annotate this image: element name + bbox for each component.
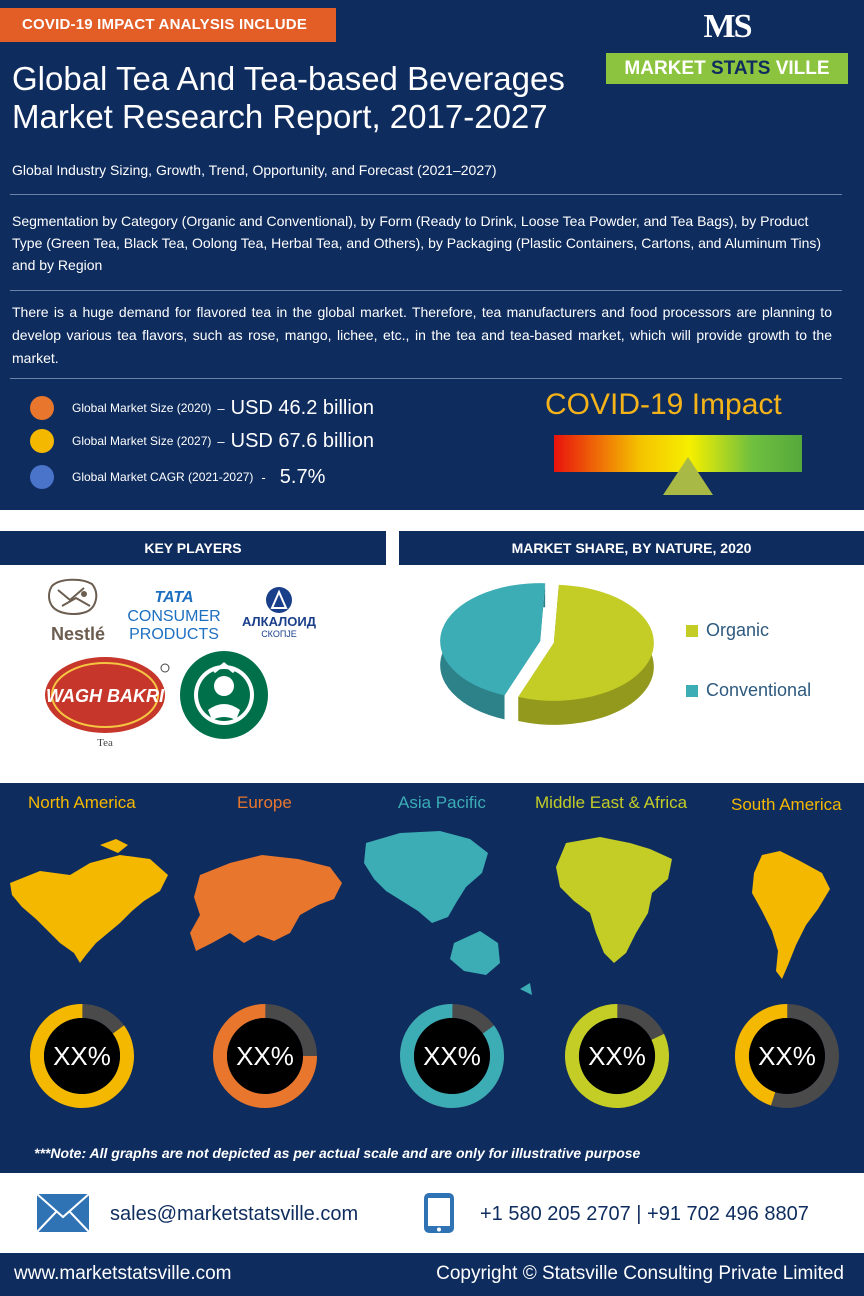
legend-label: Conventional bbox=[706, 680, 812, 700]
title-line-1: Global Tea And Tea-based Beverages bbox=[12, 60, 565, 97]
covid-tag: COVID-19 IMPACT ANALYSIS INCLUDE bbox=[0, 8, 336, 42]
donut-value: XX% bbox=[758, 1041, 816, 1071]
contact-section bbox=[0, 1173, 864, 1253]
nestle-wordmark: Nestlé bbox=[50, 624, 106, 644]
footer bbox=[0, 1253, 864, 1296]
stat-label: Global Market Size (2027) bbox=[72, 434, 212, 448]
email-link[interactable]: sales@marketstatsville.com bbox=[110, 1203, 359, 1225]
key-players-heading: KEY PLAYERS bbox=[0, 531, 386, 565]
market-share-heading: MARKET SHARE, BY NATURE, 2020 bbox=[399, 531, 864, 565]
key-players-logos bbox=[0, 570, 386, 780]
region-name-north-america: North America bbox=[28, 793, 136, 812]
subtitle: Global Industry Sizing, Growth, Trend, Opportunity, and Forecast (2021–2027) bbox=[12, 162, 497, 178]
region-name-europe: Europe bbox=[237, 793, 292, 812]
legend-swatch bbox=[686, 625, 698, 637]
donut-value: XX% bbox=[423, 1041, 481, 1071]
segmentation-text: Segmentation by Category (Organic and Conventional), by Form (Ready to Drink, Loose Tea Powder, and Tea Bags), by Product Type (Green Tea, Black Tea, Oolong Tea, Herbal Tea, and Others), by Packaging (Plastic Containers, Cartons, and Aluminum Tins) and by Region bbox=[12, 213, 822, 273]
region-name-middle-east-africa: Middle East & Africa bbox=[535, 793, 688, 812]
divider bbox=[10, 194, 842, 195]
tata-line-3: PRODUCTS bbox=[129, 626, 219, 643]
stat-value: 5.7% bbox=[279, 465, 326, 488]
note-text: ***Note: All graphs are not depicted as per actual scale and are only for illustrative purpose bbox=[34, 1145, 641, 1161]
page-title bbox=[12, 60, 612, 136]
website-link[interactable]: www.marketstatsville.com bbox=[14, 1263, 232, 1284]
north-america-map-icon bbox=[10, 839, 168, 963]
wagh-bakri-wordmark: WAGH BAKRI bbox=[46, 686, 164, 706]
email-icon[interactable] bbox=[36, 1193, 90, 1233]
logo-word-ville: VILLE bbox=[775, 58, 830, 79]
region-name-south-america: South America bbox=[731, 795, 842, 814]
stat-bullet-icon bbox=[30, 429, 54, 453]
divider bbox=[10, 290, 842, 291]
donut-value: XX% bbox=[236, 1041, 294, 1071]
covid-impact-title: COVID-19 Impact bbox=[545, 388, 782, 421]
donut-value: XX% bbox=[588, 1041, 646, 1071]
tata-consumer-logo[interactable] bbox=[127, 589, 220, 643]
copyright-text: Copyright © Statsville Consulting Private Limited bbox=[436, 1263, 844, 1284]
stat-separator: - bbox=[261, 469, 266, 485]
alkaloid-logo[interactable] bbox=[242, 587, 317, 639]
stat-separator: – bbox=[217, 433, 225, 449]
middle-east-africa-map-icon bbox=[556, 837, 672, 963]
stat-bullet-icon bbox=[30, 465, 54, 489]
header-section bbox=[0, 0, 864, 510]
tata-line-1: TATA bbox=[154, 589, 194, 606]
alkaloid-line-1: АЛКАЛОИД bbox=[242, 614, 316, 629]
pie-chart bbox=[429, 570, 699, 780]
phone-numbers[interactable]: +1 580 205 2707 | +91 702 496 8807 bbox=[480, 1203, 809, 1225]
phone-icon[interactable] bbox=[422, 1191, 456, 1235]
donut-value: XX% bbox=[53, 1041, 111, 1071]
stat-market-size-2027 bbox=[30, 428, 374, 454]
tata-line-2: CONSUMER bbox=[127, 608, 221, 625]
covid-impact-pointer-icon bbox=[663, 457, 713, 495]
region-name-asia-pacific: Asia Pacific bbox=[398, 793, 486, 812]
stat-market-size-2020 bbox=[30, 395, 374, 421]
legend-label: Organic bbox=[706, 620, 770, 640]
wagh-bakri-tea: Tea bbox=[97, 737, 113, 749]
stat-separator: – bbox=[217, 400, 225, 416]
divider bbox=[10, 378, 842, 379]
asia-pacific-map-icon bbox=[364, 831, 532, 995]
market-share-chart bbox=[399, 570, 864, 780]
nestle-logo[interactable] bbox=[49, 580, 105, 644]
wagh-bakri-logo[interactable] bbox=[45, 657, 169, 749]
alkaloid-line-2: СКОПЈЕ bbox=[261, 629, 297, 639]
stat-market-cagr bbox=[30, 464, 325, 490]
title-line-2: Market Research Report, 2017-2027 bbox=[12, 98, 548, 135]
starbucks-logo[interactable] bbox=[180, 651, 268, 739]
stat-value: USD 46.2 billion bbox=[230, 396, 375, 419]
description-text: There is a huge demand for flavored tea in the global market. Therefore, tea manufacturers and food processors are planning to develop various tea flavors, such as rose, mango, lichee, etc., in the tea and tea-based market, which will provide growth to the market. bbox=[12, 304, 832, 366]
legend-item-organic bbox=[686, 620, 769, 641]
europe-map-icon bbox=[190, 855, 342, 951]
stat-bullet-icon bbox=[30, 396, 54, 420]
regions-section bbox=[0, 783, 864, 1173]
stat-value: USD 67.6 billion bbox=[230, 429, 375, 452]
logo-word-market: MARKET bbox=[624, 58, 706, 79]
stat-label: Global Market Size (2020) bbox=[72, 401, 212, 415]
logo-monogram: MS bbox=[703, 8, 751, 45]
stat-label: Global Market CAGR (2021-2027) bbox=[72, 470, 254, 484]
south-america-map-icon bbox=[752, 851, 830, 979]
region-donuts bbox=[19, 993, 844, 1119]
logo-wordmark bbox=[606, 53, 848, 84]
legend-swatch bbox=[686, 685, 698, 697]
legend-item-conventional bbox=[686, 680, 811, 701]
company-logo[interactable] bbox=[606, 8, 848, 86]
logo-word-stats: STATS bbox=[710, 58, 771, 79]
